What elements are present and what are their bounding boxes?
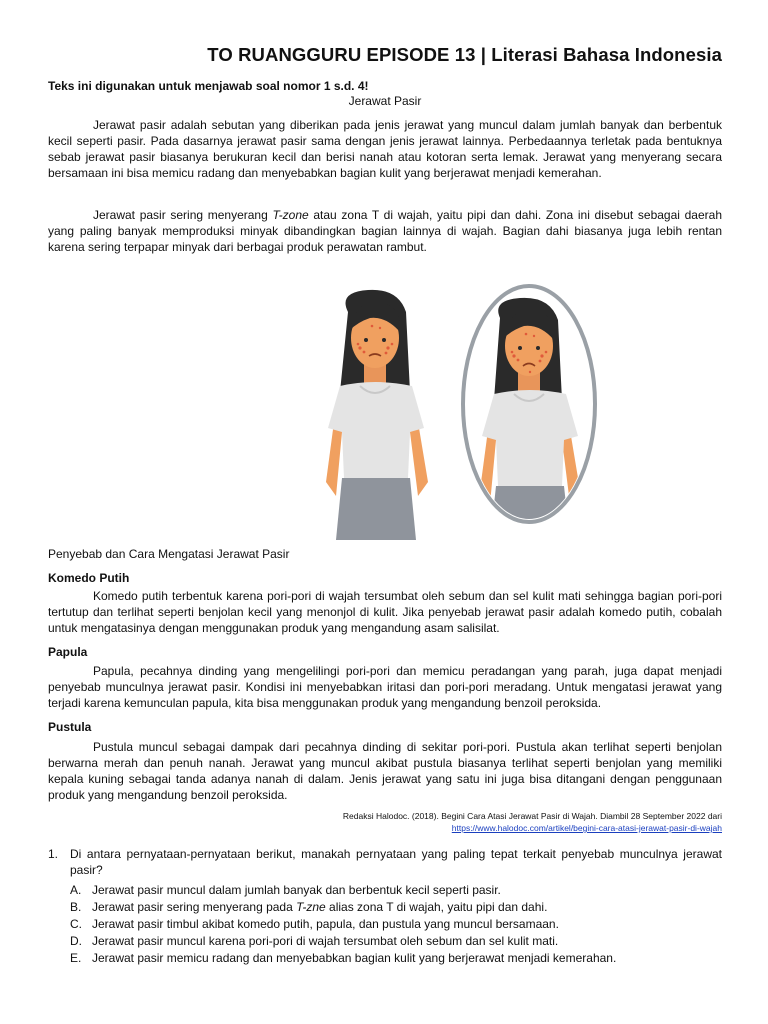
reference-citation (343, 810, 722, 834)
answer-options (48, 882, 722, 966)
instruction-text: Teks ini digunakan untuk menjawab soal nomor 1 s.d. 4! (48, 79, 369, 93)
option-a-text: Jerawat pasir muncul dalam jumlah banyak dan berbentuk kecil seperti pasir. (92, 883, 501, 897)
paragraph-1: Jerawat pasir adalah sebutan yang diberikan pada jenis jerawat yang muncul dalam jumlah banyak dan berbentuk kecil seperti pasir. Pada dasarnya jerawat pasir sama dengan jenis jerawat lainnya. Perbedaannya terletak pada bentuknya sebab jerawat pasir biasanya berukuran kecil dan berisi nanah atau kotoran serta lemak. Jerawat yang menyerang secara bersamaan ini bisa memicu radang dan menyebabkan bagian kulit yang berjerawat menjadi kemerahan. (48, 118, 722, 180)
option-a[interactable]: A. Jerawat pasir muncul dalam jumlah banyak dan berbentuk kecil seperti pasir. (70, 883, 501, 897)
paragraph-pustula: Pustula muncul sebagai dampak dari pecahnya dinding di sekitar pori-pori. Pustula akan terlihat seperti benjolan berwarna merah dan penuh nanah. Jerawat yang muncul akibat pustula biasanya terlihat seperti benjolan yang memiliki kepala kuning sebagai tanda adanya nanah di dalam. Jenis jerawat yang satu ini juga bisa ditangani dengan penggunaan produk yang mengandung benzoil peroksida. (48, 740, 722, 802)
reading-text-title: Jerawat Pasir (348, 94, 422, 108)
section-heading: Penyebab dan Cara Mengatasi Jerawat Pasir (48, 547, 290, 561)
subheading-komedo-putih: Komedo Putih (48, 571, 130, 585)
option-e[interactable]: E. Jerawat pasir memicu radang dan menyebabkan bagian kulit yang berjerawat menjadi kemerahan. (70, 951, 617, 965)
woman-figure (326, 290, 428, 540)
option-c-text: Jerawat pasir timbul akibat komedo putih, papula, dan pustula yang muncul bersamaan. (92, 917, 559, 931)
option-b[interactable]: B. Jerawat pasir sering menyerang pada T-zne alias zona T di wajah, yaitu pipi dan dahi. (70, 900, 548, 914)
reference-link[interactable]: https://www.halodoc.com/artikel/begini-cara-atasi-jerawat-pasir-di-wajah (451, 823, 722, 833)
subheading-papula: Papula (48, 645, 88, 659)
question-number: 1. (48, 847, 59, 861)
option-c[interactable]: C. Jerawat pasir timbul akibat komedo putih, papula, dan pustula yang muncul bersamaan. (70, 917, 559, 931)
reference-text: Redaksi Halodoc. (2018). Begini Cara Atasi Jerawat Pasir di Wajah. Diambil 28 September 2022 dari (342, 811, 722, 821)
page-header-title: TO RUANGGURU EPISODE 13 | Literasi Bahasa Indonesia (207, 44, 722, 65)
paragraph-komedo-putih: Komedo putih terbentuk karena pori-pori di wajah tersumbat oleh sebum dan sel kulit mati sehingga bagian pori-pori tertutup dan terlihat seperti benjolan kecil yang menonjol di kulit. Jika penyebab jerawat pasir adalah komedo putih, cobalah untuk mengatasinya dengan menggunakan produk yang mengandung asam salisilat. (48, 589, 722, 635)
paragraph-papula: Papula, pecahnya dinding yang mengelilingi pori-pori dan memicu peradangan yang parah, juga dapat menjadi penyebab munculnya jerawat pasir. Kondisi ini menyebabkan iritasi dan pori-pori meradang. Untuk mengatasi jerawat yang terjadi karena kemunculan papula, kita bisa menggunakan produk yang mengandung benzoil peroksida. (48, 664, 722, 710)
mirror (463, 286, 595, 540)
option-d-text: Jerawat pasir muncul karena pori-pori di wajah tersumbat oleh sebum dan sel kulit mati. (92, 934, 559, 948)
subheading-pustula: Pustula (48, 720, 92, 734)
option-d[interactable]: D. Jerawat pasir muncul karena pori-pori di wajah tersumbat oleh sebum dan sel kulit mati. (70, 934, 559, 948)
woman-mirror-illustration (278, 282, 600, 540)
option-e-text: Jerawat pasir memicu radang dan menyebabkan bagian kulit yang berjerawat menjadi kemerahan. (92, 951, 617, 965)
question-1 (48, 846, 722, 966)
question-text: Di antara pernyataan-pernyataan berikut, manakah pernyataan yang paling tepat terkait penyebab munculnya jerawat pasir? (70, 847, 722, 877)
option-b-text: Jerawat pasir sering menyerang pada T-zne alias zona T di wajah, yaitu pipi dan dahi. (92, 900, 548, 914)
paragraph-2: Jerawat pasir sering menyerang T-zone atau zona T di wajah, yaitu pipi dan dahi. Zona ini disebut sebagai daerah yang paling banyak memproduksi minyak dibandingkan bagian lainnya di wajah. Bagian dahi biasanya juga lebih rentan karena sering terpapar minyak dari berbagai produk perawatan rambut. (48, 208, 722, 254)
